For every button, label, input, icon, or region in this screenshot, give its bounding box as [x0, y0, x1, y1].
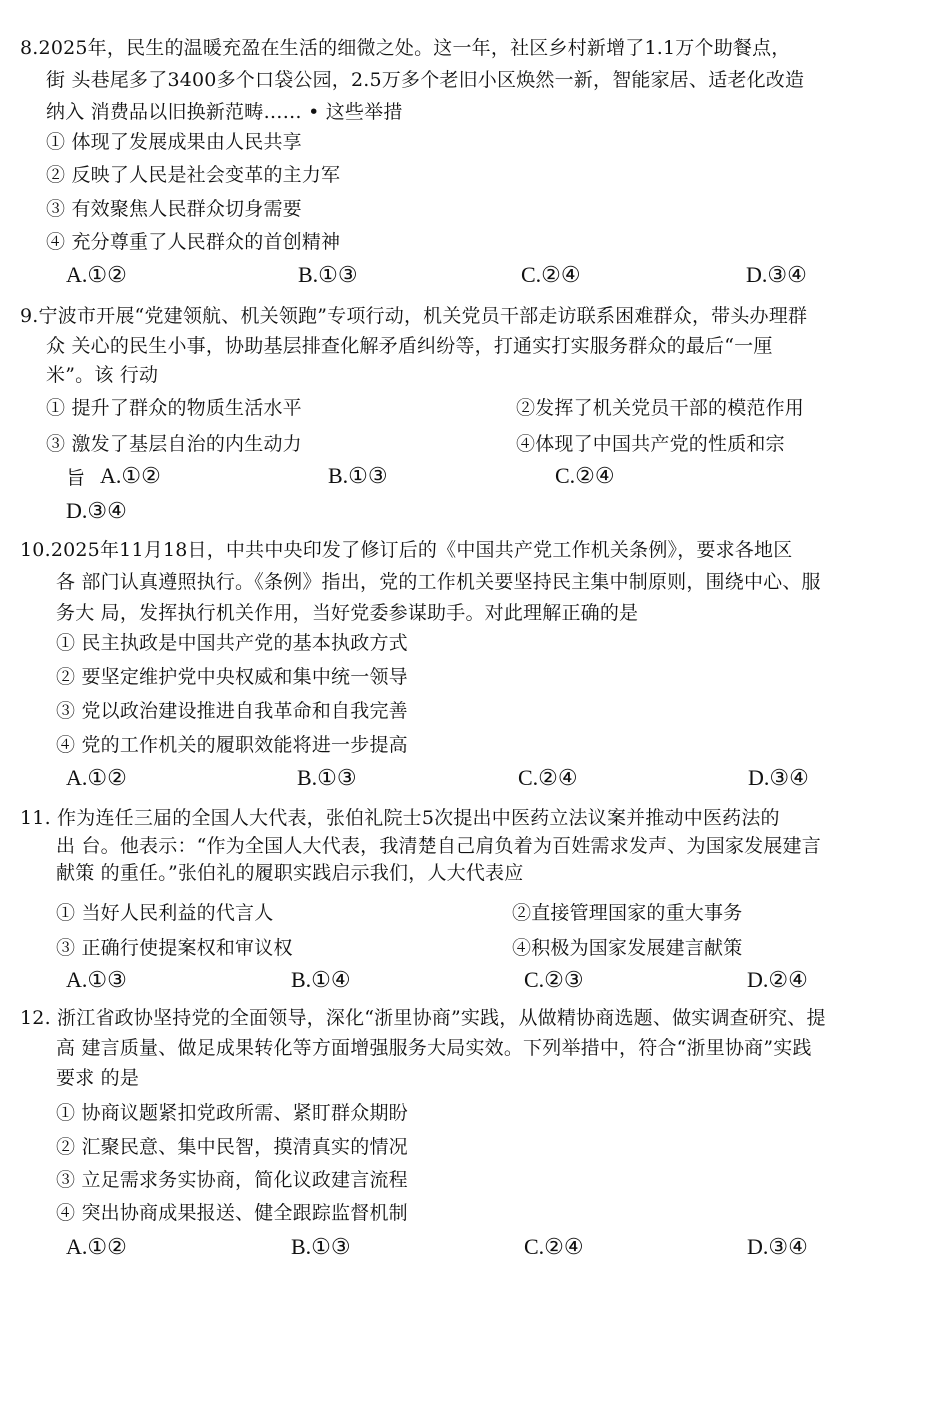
q12-stem-line-1: 12. 浙江省政协坚持党的全面领导，深化“浙里协商”实践，从做精协商选题、做实调查研究、提: [20, 1007, 826, 1029]
q8-statement-2: ② 反映了人民是社会变革的主力军: [46, 164, 341, 186]
q9-stem-line-1: 9.宁波市开展“党建领航、机关领跑”专项行动，机关党员干部走访联系困难群众，带头办理群: [20, 305, 808, 327]
q12-statement-2: ② 汇聚民意、集中民智，摸清真实的情况: [56, 1136, 408, 1158]
q10-option-c[interactable]: C.②④: [518, 765, 578, 790]
q11-statement-1: ① 当好人民利益的代言人: [56, 902, 274, 924]
q11-stem-line-3: 献策 的重任。”张伯礼的履职实践启示我们，人大代表应: [56, 862, 524, 884]
q9-statement-3: ③ 激发了基层自治的内生动力: [46, 433, 302, 455]
q12-option-d[interactable]: D.③④: [747, 1234, 808, 1259]
q8-option-a[interactable]: A.①②: [66, 262, 127, 287]
q12-stem-line-2: 高 建言质量、做足成果转化等方面增强服务大局实效。下列举措中，符合“浙里协商”实践: [56, 1037, 812, 1059]
q10-option-d[interactable]: D.③④: [748, 765, 809, 790]
q12-statement-4: ④ 突出协商成果报送、健全跟踪监督机制: [56, 1202, 408, 1224]
q10-statement-2: ② 要坚定维护党中央权威和集中统一领导: [56, 666, 408, 688]
q11-option-c[interactable]: C.②③: [524, 967, 584, 992]
q8-stem-line-2: 街 头巷尾多了3400多个口袋公园，2.5万多个老旧小区焕然一新，智能家居、适老化改造: [46, 69, 805, 91]
q10-option-a[interactable]: A.①②: [66, 765, 127, 790]
q12-option-b[interactable]: B.①③: [291, 1234, 351, 1259]
q10-statement-3: ③ 党以政治建设推进自我革命和自我完善: [56, 700, 408, 722]
q11-stem-line-2: 出 台。他表示：“作为全国人大代表，我清楚自己肩负着为百姓需求发声、为国家发展建言: [56, 835, 821, 857]
q11-option-b[interactable]: B.①④: [291, 967, 351, 992]
q12-statement-1: ① 协商议题紧扣党政所需、紧盯群众期盼: [56, 1102, 408, 1124]
q8-option-b[interactable]: B.①③: [298, 262, 358, 287]
q8-statement-1: ① 体现了发展成果由人民共享: [46, 131, 302, 153]
q9-statement-1: ① 提升了群众的物质生活水平: [46, 397, 302, 419]
q11-stem-line-1: 11. 作为连任三届的全国人大代表，张伯礼院士5次提出中医药立法议案并推动中医药法的: [20, 807, 780, 829]
q11-option-d[interactable]: D.②④: [747, 967, 808, 992]
q11-statement-3: ③ 正确行使提案权和审议权: [56, 937, 293, 959]
q9-stem-line-2: 众 关心的民生小事，协助基层排查化解矛盾纠纷等，打通实打实服务群众的最后“一厘: [46, 335, 773, 357]
q8-option-d[interactable]: D.③④: [746, 262, 807, 287]
q9-statement-4: ④体现了中国共产党的性质和宗: [516, 433, 785, 455]
q8-option-c[interactable]: C.②④: [521, 262, 581, 287]
q9-option-d[interactable]: D.③④: [66, 498, 127, 523]
q10-stem-line-3: 务大 局，发挥执行机关作用，当好党委参谋助手。对此理解正确的是: [56, 602, 639, 624]
q8-stem-line-3: 纳入 消费品以旧换新范畴…… • 这些举措: [46, 101, 403, 123]
q10-stem-line-1: 10.2025年11月18日，中共中央印发了修订后的《中国共产党工作机关条例》，要求各地区: [20, 539, 793, 561]
q9-option-b[interactable]: B.①③: [328, 463, 388, 488]
q12-statement-3: ③ 立足需求务实协商，简化议政建言流程: [56, 1169, 408, 1191]
q8-statement-3: ③ 有效聚焦人民群众切身需要: [46, 198, 302, 220]
q10-statement-1: ① 民主执政是中国共产党的基本执政方式: [56, 632, 408, 654]
q8-stem-line-1: 8.2025年，民生的温暖充盈在生活的细微之处。这一年，社区乡村新增了1.1万个助餐点，: [20, 37, 791, 59]
q11-statement-4: ④积极为国家发展建言献策: [512, 937, 743, 959]
q12-stem-line-3: 要求 的是: [56, 1067, 140, 1089]
q9-statement-4-wrap: 旨: [66, 467, 86, 489]
q10-statement-4: ④ 党的工作机关的履职效能将进一步提高: [56, 734, 408, 756]
q12-option-c[interactable]: C.②④: [524, 1234, 584, 1259]
q9-option-a[interactable]: A.①②: [100, 463, 161, 488]
q9-option-c[interactable]: C.②④: [555, 463, 615, 488]
q9-stem-line-3: 米”。该 行动: [46, 364, 159, 386]
q12-option-a[interactable]: A.①②: [66, 1234, 127, 1259]
q11-option-a[interactable]: A.①③: [66, 967, 127, 992]
q10-stem-line-2: 各 部门认真遵照执行。《条例》指出，党的工作机关要坚持民主集中制原则，围绕中心、服: [56, 571, 821, 593]
q9-statement-2: ②发挥了机关党员干部的模范作用: [516, 397, 805, 419]
q11-statement-2: ②直接管理国家的重大事务: [512, 902, 743, 924]
q8-statement-4: ④ 充分尊重了人民群众的首创精神: [46, 231, 341, 253]
q10-option-b[interactable]: B.①③: [297, 765, 357, 790]
